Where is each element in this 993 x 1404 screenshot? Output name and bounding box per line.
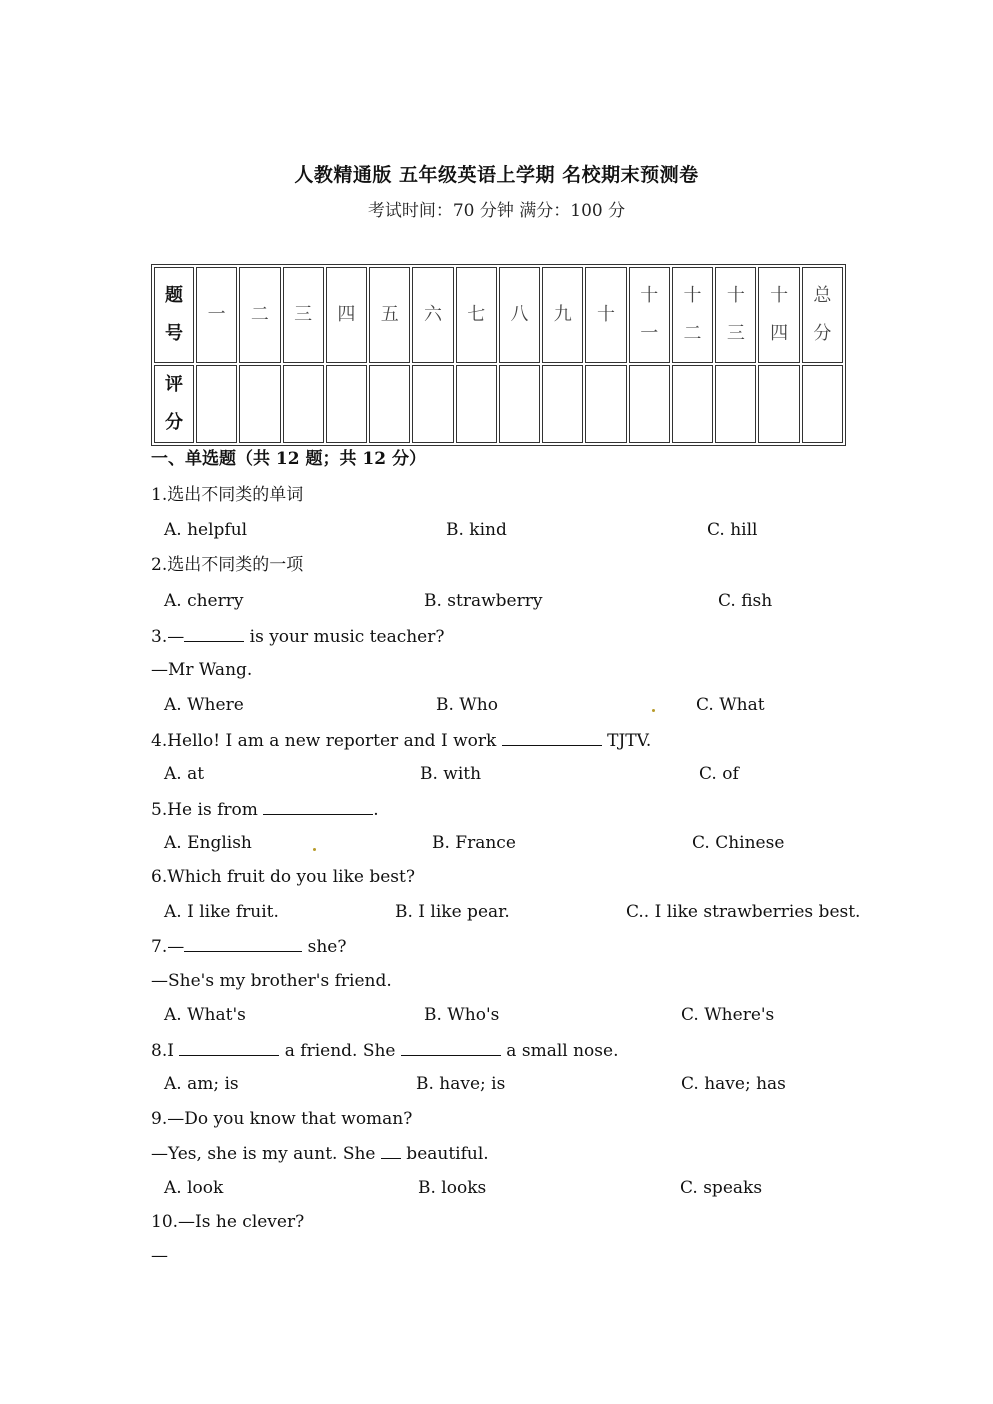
score-table-col-total: 总分 [802, 267, 843, 363]
page-title: 人教精通版 五年级英语上学期 名校期末预测卷 [294, 164, 699, 186]
answer-blank[interactable] [179, 1039, 279, 1056]
section-heading: 一、单选题（共 12 题；共 12 分） [151, 449, 426, 469]
score-table [151, 264, 846, 446]
option-c[interactable]: C. fish [718, 591, 773, 611]
option-a[interactable]: A. English [164, 833, 252, 853]
score-table-col: 七 [456, 267, 497, 363]
score-table-row-head: 评分 [154, 365, 194, 443]
option-b[interactable]: B. have; is [416, 1074, 506, 1094]
option-b[interactable]: B. with [420, 764, 482, 784]
dot-mark [652, 709, 655, 712]
option-b[interactable]: B. looks [418, 1178, 487, 1198]
page-subtitle: 考试时间：70 分钟 满分：100 分 [367, 201, 626, 221]
answer-blank[interactable] [401, 1039, 501, 1056]
option-b[interactable]: B. France [432, 833, 516, 853]
option-a[interactable]: A. What's [164, 1005, 246, 1025]
question-stem: 10.—Is he clever? [151, 1212, 305, 1232]
question-line: —She's my brother's friend. [151, 971, 392, 991]
score-cell[interactable] [758, 365, 799, 443]
question-stem: 4.Hello! I am a new reporter and I work TJTV. [151, 731, 652, 751]
score-table-col: 九 [542, 267, 583, 363]
option-a[interactable]: A. Where [164, 695, 244, 715]
score-cell[interactable] [412, 365, 453, 443]
score-cell[interactable] [802, 365, 843, 443]
score-cell[interactable] [499, 365, 540, 443]
score-table-col: 十四 [758, 267, 799, 363]
question-stem: 8.I a friend. She a small nose. [151, 1041, 619, 1061]
question-line: — [151, 1246, 168, 1266]
score-table-col: 二 [239, 267, 280, 363]
question-stem: 9.—Do you know that woman? [151, 1109, 413, 1129]
answer-blank[interactable] [502, 729, 602, 746]
question-stem: 5.He is from . [151, 800, 379, 820]
answer-blank[interactable] [263, 798, 373, 815]
option-c[interactable]: C. Chinese [692, 833, 785, 853]
option-c[interactable]: C. Where's [681, 1005, 775, 1025]
score-table-col: 八 [499, 267, 540, 363]
option-a[interactable]: A. am; is [164, 1074, 239, 1094]
score-cell[interactable] [585, 365, 626, 443]
option-a[interactable]: A. look [164, 1178, 224, 1198]
score-table-col: 十一 [629, 267, 670, 363]
question-stem: 2.选出不同类的一项 [151, 555, 304, 575]
score-cell[interactable] [542, 365, 583, 443]
score-cell[interactable] [715, 365, 756, 443]
score-table-row-numbers [154, 267, 843, 363]
score-table-col: 十二 [672, 267, 713, 363]
score-cell[interactable] [672, 365, 713, 443]
option-b[interactable]: B. Who's [424, 1005, 500, 1025]
option-a[interactable]: A. helpful [164, 520, 248, 540]
score-table-col: 三 [283, 267, 324, 363]
question-stem: 3.— is your music teacher? [151, 627, 445, 647]
answer-blank[interactable] [184, 625, 244, 642]
score-table-row-head: 题号 [154, 267, 194, 363]
score-table-row-scores [154, 365, 843, 443]
score-cell[interactable] [456, 365, 497, 443]
option-b[interactable]: B. kind [446, 520, 507, 540]
question-line: —Mr Wang. [151, 660, 253, 680]
question-line: —Yes, she is my aunt. She beautiful. [151, 1144, 489, 1164]
option-c[interactable]: C. What [696, 695, 765, 715]
option-b[interactable]: B. Who [436, 695, 498, 715]
option-a[interactable]: A. cherry [164, 591, 244, 611]
question-stem: 6.Which fruit do you like best? [151, 867, 415, 887]
option-a[interactable]: A. at [164, 764, 205, 784]
option-c[interactable]: C. of [699, 764, 739, 784]
score-cell[interactable] [283, 365, 324, 443]
score-cell[interactable] [326, 365, 367, 443]
option-a[interactable]: A. I like fruit. [164, 902, 279, 922]
answer-blank[interactable] [184, 935, 302, 952]
score-table-col: 四 [326, 267, 367, 363]
option-c[interactable]: C. have; has [681, 1074, 786, 1094]
answer-blank[interactable] [381, 1142, 401, 1159]
question-stem: 7.— she? [151, 937, 347, 957]
score-table-col: 五 [369, 267, 410, 363]
score-table-col: 六 [412, 267, 453, 363]
option-c[interactable]: C. hill [707, 520, 758, 540]
option-c[interactable]: C. speaks [680, 1178, 763, 1198]
score-table-col: 十三 [715, 267, 756, 363]
score-table-col: 一 [196, 267, 237, 363]
score-table-col: 十 [585, 267, 626, 363]
question-stem: 1.选出不同类的单词 [151, 485, 304, 505]
option-c[interactable]: C.. I like strawberries best. [626, 902, 861, 922]
option-b[interactable]: B. strawberry [424, 591, 543, 611]
score-cell[interactable] [196, 365, 237, 443]
score-cell[interactable] [239, 365, 280, 443]
score-cell[interactable] [629, 365, 670, 443]
score-cell[interactable] [369, 365, 410, 443]
option-b[interactable]: B. I like pear. [395, 902, 510, 922]
dot-mark [313, 848, 316, 851]
